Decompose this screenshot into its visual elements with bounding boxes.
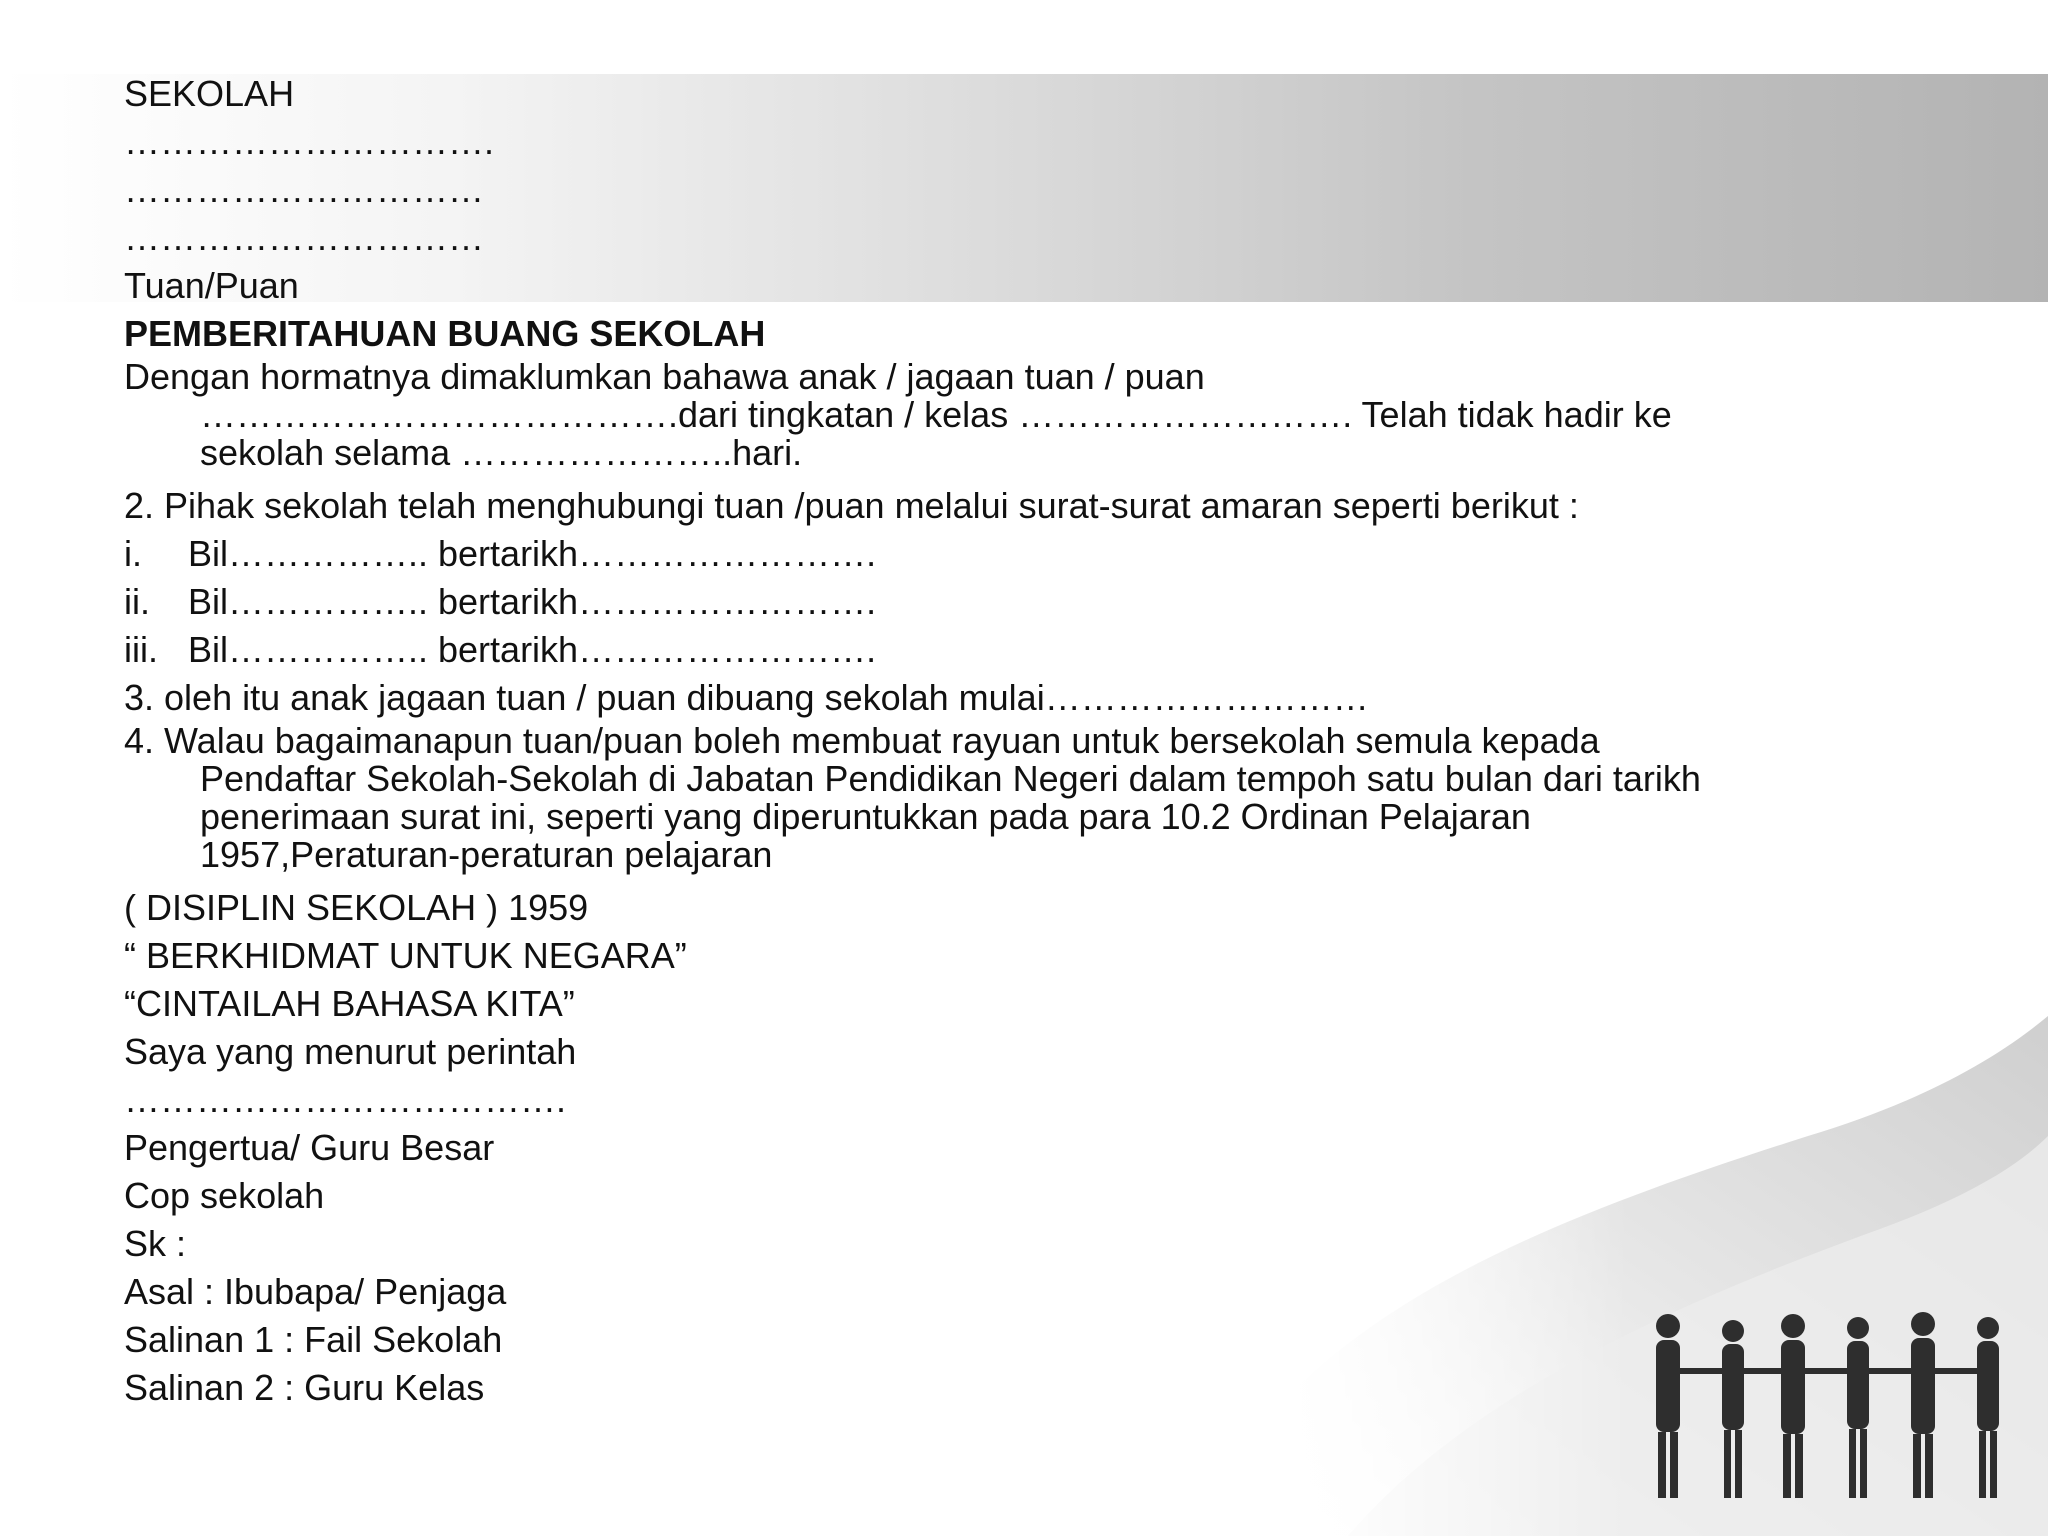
paragraph-4-line-3: penerimaan surat ini, seperti yang diperuntukkan pada para 10.2 Ordinan Pelajaran bbox=[200, 796, 1531, 837]
letter-subject: PEMBERITAHUAN BUANG SEKOLAH bbox=[124, 313, 766, 354]
warning-item: i. Bil…………….. bertarikh……………………. bbox=[124, 533, 877, 574]
warning-item: iii. Bil…………….. bertarikh……………………. bbox=[124, 629, 877, 670]
paragraph-4-line-2: Pendaftar Sekolah-Sekolah di Jabatan Pendidikan Negeri dalam tempoh satu bulan dari tarikh bbox=[200, 758, 1701, 799]
paragraph-1-line-3: sekolah selama …………………..hari. bbox=[200, 432, 803, 473]
paragraph-1-line-2: ………………………………….dari tingkatan / kelas ………………………. Telah tidak hadir ke bbox=[200, 394, 1672, 435]
closing: Saya yang menurut perintah bbox=[124, 1031, 577, 1072]
address-line-1: …………………………. bbox=[124, 121, 495, 162]
paragraph-4-line-4: 1957,Peraturan-peraturan pelajaran bbox=[200, 834, 773, 875]
school-name: SEKOLAH bbox=[124, 73, 295, 114]
cc-label: Sk : bbox=[124, 1223, 187, 1264]
signatory-title: Pengertua/ Guru Besar bbox=[124, 1127, 495, 1168]
motto-2: “CINTAILAH BAHASA KITA” bbox=[124, 983, 575, 1024]
cc-copy-1: Salinan 1 : Fail Sekolah bbox=[124, 1319, 503, 1360]
school-stamp: Cop sekolah bbox=[124, 1175, 325, 1216]
cc-original: Asal : Ibubapa/ Penjaga bbox=[124, 1271, 507, 1312]
paragraph-4-line-1: 4. Walau bagaimanapun tuan/puan boleh membuat rayuan untuk bersekolah semula kepada bbox=[124, 720, 1600, 761]
address-line-3: ………………………… bbox=[124, 217, 484, 258]
motto-1: “ BERKHIDMAT UNTUK NEGARA” bbox=[124, 935, 687, 976]
regulation-reference: ( DISIPLIN SEKOLAH ) 1959 bbox=[124, 887, 589, 928]
paragraph-4 bbox=[124, 722, 1944, 874]
paragraph-1-line-1: Dengan hormatnya dimaklumkan bahawa anak / jagaan tuan / puan bbox=[124, 356, 1205, 397]
paragraph-2: 2. Pihak sekolah telah menghubungi tuan /puan melalui surat-surat amaran seperti berikut : bbox=[124, 485, 1579, 526]
warning-item: ii. Bil…………….. bertarikh……………………. bbox=[124, 581, 877, 622]
paragraph-3: 3. oleh itu anak jagaan tuan / puan dibuang sekolah mulai……………………… bbox=[124, 677, 1369, 718]
signature-line: ………………………………. bbox=[124, 1079, 567, 1120]
paragraph-1 bbox=[124, 358, 1944, 472]
address-line-2: ………………………… bbox=[124, 169, 484, 210]
salutation: Tuan/Puan bbox=[124, 265, 299, 306]
letter-body bbox=[124, 70, 1944, 1412]
cc-copy-2: Salinan 2 : Guru Kelas bbox=[124, 1367, 485, 1408]
